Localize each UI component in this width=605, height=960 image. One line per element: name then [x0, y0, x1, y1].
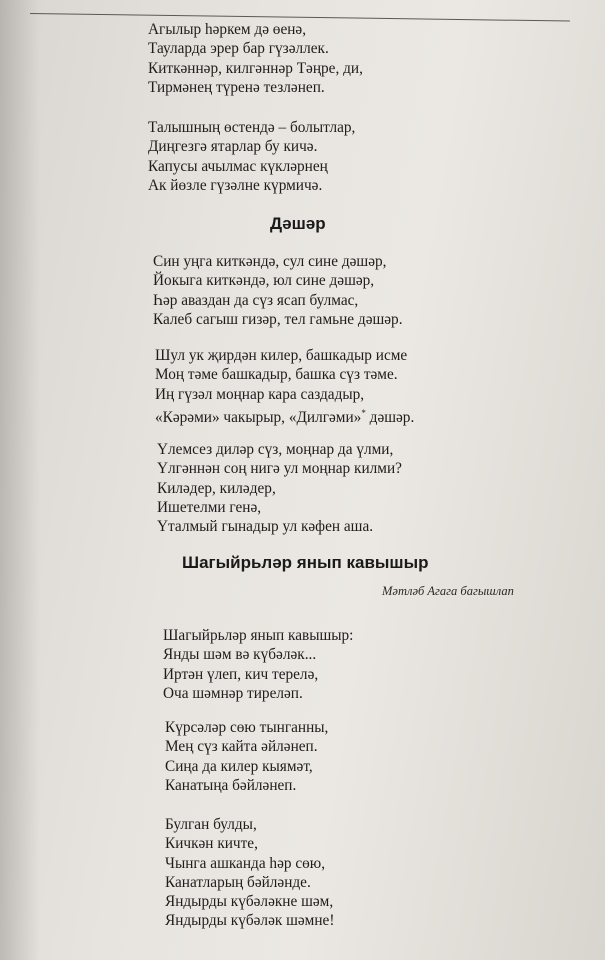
poem3-stanza-3 — [165, 815, 334, 931]
verse-line-part: «Кәрәми» чакырыр, «Дилгәми» — [155, 408, 362, 426]
verse-line: Үталмый гынадыр ул кәфен аша. — [157, 518, 374, 536]
verse-line: Тауларда эрер бар гүзәллек. — [148, 40, 329, 58]
verse-line: Ак йөзле гүзәлне күрмичә. — [148, 176, 323, 194]
poem3-title: Шагыйрьләр янып кавышыр — [182, 553, 429, 572]
verse-line: Һәр аваздан да сүз ясап булмас, — [153, 291, 359, 309]
verse-line: Капусы ачылмас күкләрнең — [148, 157, 328, 175]
poem2-stanza-2 — [155, 346, 414, 427]
verse-line: Яндырды күбәләкне шәм, — [165, 893, 334, 911]
verse-line — [155, 404, 414, 427]
verse-line: Киләдер, киләдер, — [157, 479, 276, 497]
verse-line: Күрсәләр сөю тынганны, — [165, 719, 329, 736]
verse-line: Агылыр һәркем дә өенә, — [148, 21, 307, 38]
verse-line: Оча шәмнәр тиреләп. — [163, 684, 303, 702]
page-edge-shadow — [0, 0, 40, 960]
verse-line: Мең сүз кайта әйләнеп. — [165, 738, 318, 756]
poem2-stanza-1 — [153, 252, 403, 329]
verse-line: Янды шәм вә күбәләк... — [163, 646, 317, 664]
verse-line: Моң тәме башкадыр, башка сүз тәме. — [155, 366, 398, 384]
poem2-title: Дәшәр — [270, 214, 326, 233]
verse-line: Диңгезгә ятарлар бу кичә. — [148, 138, 318, 156]
footnote-mark: * — [361, 407, 366, 418]
verse-line: Шагыйрьләр янып кавышыр: — [163, 627, 354, 644]
poem2-stanza-3 — [157, 440, 402, 536]
verse-line: Канатыңа бәйләнеп. — [165, 776, 297, 794]
verse-line: Кичкән кичте, — [165, 835, 258, 853]
verse-line: Шул ук җирдән килер, башкадыр исме — [155, 347, 408, 364]
verse-line: Ишетелми генә, — [157, 498, 262, 516]
verse-line: Үлемсез диләр сүз, моңнар да үлми, — [157, 441, 394, 458]
poem3-stanza-2 — [165, 718, 328, 795]
verse-line: Иртән үлеп, кич терелә, — [163, 665, 319, 683]
verse-line-part: дәшәр. — [369, 408, 415, 426]
poem1-stanza-1 — [148, 20, 363, 97]
verse-line: Үлгәннән соң нигә ул моңнар килми? — [157, 460, 402, 478]
poem3-stanza-1 — [163, 626, 353, 703]
verse-line: Иң гүзәл моңнар кара саздадыр, — [155, 385, 365, 403]
verse-line: Канатларың бәйләнде. — [165, 873, 311, 891]
verse-line: Сиңа да килер кыямәт, — [165, 757, 313, 775]
verse-line: Калеб сагыш гизәр, тел гамьне дәшәр. — [153, 310, 403, 328]
verse-line: Талышның өстендә – болытлар, — [148, 119, 356, 136]
verse-line: Йокыга киткәндә, юл сине дәшәр, — [153, 272, 375, 290]
verse-line: Булган булды, — [165, 816, 257, 833]
verse-line: Тирмәнең түренә тезләнеп. — [148, 78, 325, 96]
verse-line: Яндырды күбәләк шәмне! — [165, 912, 335, 930]
verse-line: Чынга ашканда һәр сөю, — [165, 854, 326, 872]
verse-line: Син уңга киткәндә, сул сине дәшәр, — [153, 253, 387, 270]
verse-line: Киткәннәр, килгәннәр Тәңре, ди, — [148, 59, 363, 77]
poem1-stanza-2 — [148, 118, 355, 195]
poem3-dedication: Мәтләб Агага багышлап — [382, 584, 514, 598]
